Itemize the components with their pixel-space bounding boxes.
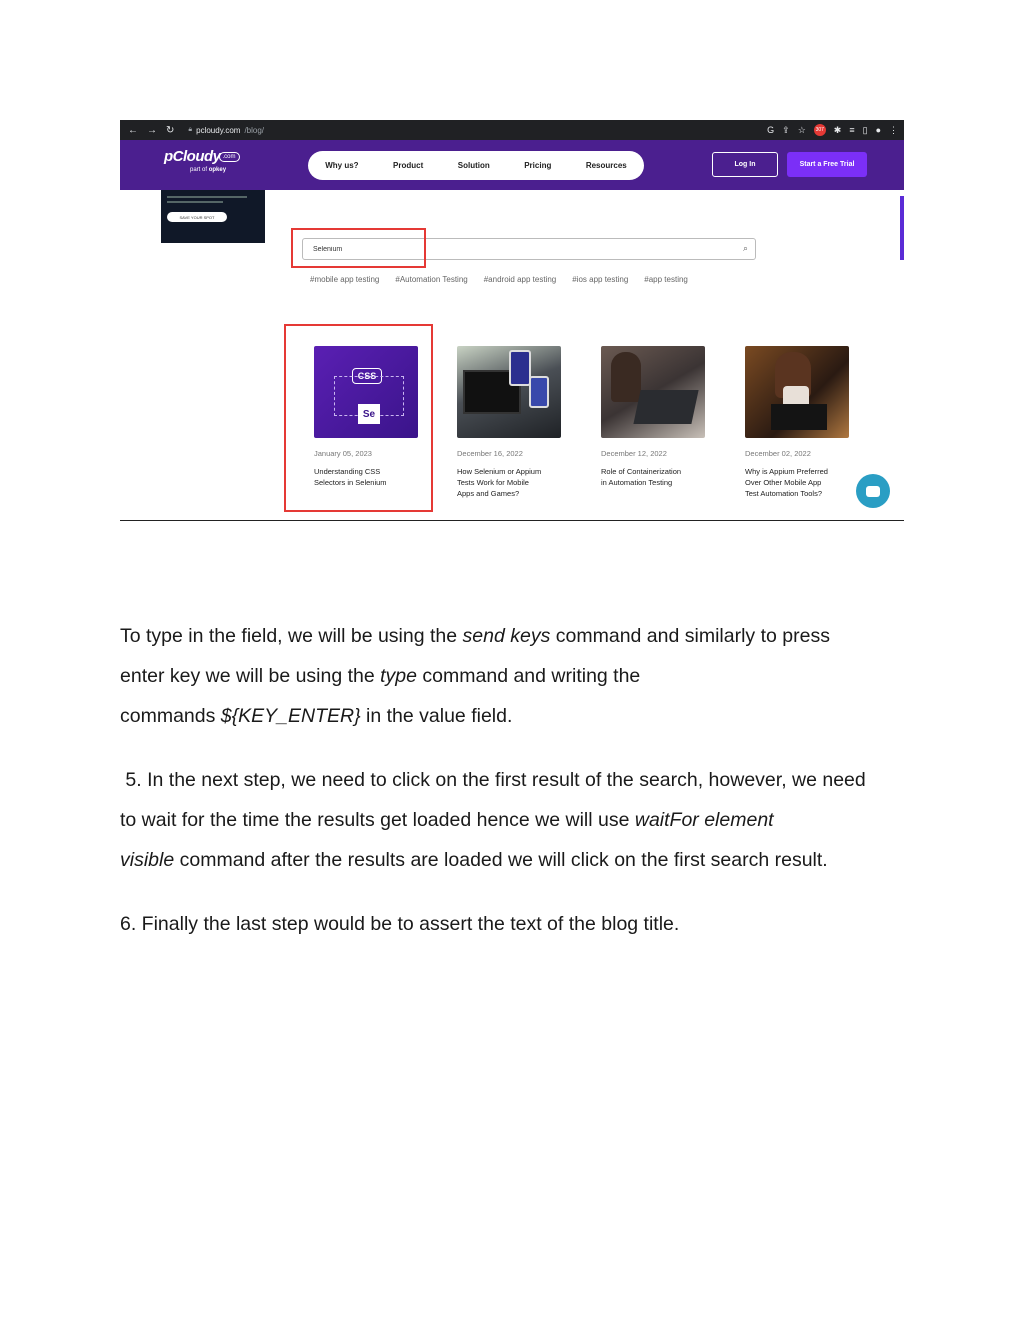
selenium-icon: Se bbox=[358, 404, 380, 424]
card-title-line: Selectors in Selenium bbox=[314, 478, 387, 487]
text-run: command after the results are loaded we will click on the first search result. bbox=[174, 849, 828, 871]
lock-icon: 🔒︎ bbox=[188, 126, 193, 133]
reload-icon[interactable]: ↻ bbox=[166, 124, 175, 136]
card-title[interactable] bbox=[457, 466, 561, 499]
person-image bbox=[611, 352, 641, 402]
text-emphasis: type bbox=[380, 665, 417, 687]
card-date: January 05, 2023 bbox=[314, 449, 372, 458]
card-title-line: Apps and Games? bbox=[457, 489, 520, 498]
phone-image bbox=[529, 376, 549, 408]
highlight-first-result bbox=[284, 324, 433, 512]
phone-image bbox=[509, 350, 531, 386]
nav-solution[interactable]: Solution bbox=[457, 161, 490, 170]
text-line bbox=[120, 656, 830, 696]
card-thumbnail bbox=[745, 346, 849, 438]
text-emphasis: waitFor element bbox=[634, 809, 774, 831]
text-run: To type in the field, we will be using the bbox=[120, 625, 463, 647]
paragraph-type-field bbox=[120, 616, 830, 736]
scrollbar-accent[interactable] bbox=[900, 196, 904, 260]
text-line bbox=[120, 696, 830, 736]
logo-sub-prefix: part of bbox=[190, 167, 208, 173]
forward-arrow-icon[interactable]: → bbox=[147, 124, 157, 136]
card-title-line: How Selenium or Appium bbox=[457, 467, 542, 476]
playlist-icon[interactable]: ≡ bbox=[849, 125, 855, 135]
extension-badge[interactable]: 307 bbox=[814, 124, 826, 136]
card-thumbnail bbox=[457, 346, 561, 438]
card-date: December 16, 2022 bbox=[457, 449, 523, 458]
logo-subtitle bbox=[190, 167, 240, 173]
profile-avatar-icon[interactable]: ● bbox=[875, 125, 881, 135]
screenshot bbox=[120, 120, 904, 521]
chat-widget-button[interactable] bbox=[856, 474, 890, 508]
star-icon[interactable]: ☆ bbox=[797, 124, 806, 135]
paragraph-step-5 bbox=[120, 760, 866, 880]
card-title-line: Why is Appium Preferred bbox=[745, 467, 828, 476]
text-run: commands bbox=[120, 705, 221, 727]
card-title-line: in Automation Testing bbox=[601, 478, 673, 487]
card-title-line: Tests Work for Mobile bbox=[457, 478, 529, 487]
save-your-spot-button[interactable]: SAVE YOUR SPOT bbox=[167, 212, 227, 222]
free-trial-button[interactable]: Start a Free Trial bbox=[787, 152, 867, 177]
tag-link[interactable]: #ios app testing bbox=[572, 275, 629, 284]
text-emphasis: send keys bbox=[462, 625, 551, 647]
text-run: to wait for the time the results get loaded hence we will use bbox=[120, 809, 635, 831]
paragraph-step-6: 6. Finally the last step would be to assert the text of the blog title. bbox=[120, 913, 680, 935]
tag-list bbox=[310, 275, 688, 284]
card-title[interactable] bbox=[601, 466, 705, 488]
text-emphasis: ${KEY_ENTER} bbox=[220, 705, 361, 727]
highlight-search-box bbox=[291, 228, 426, 268]
text-line bbox=[120, 800, 866, 840]
banner-text-lines bbox=[167, 196, 247, 206]
logo-brand: pCloudy bbox=[164, 148, 221, 165]
laptop-image bbox=[633, 390, 698, 424]
blog-card[interactable] bbox=[601, 346, 705, 488]
promo-banner[interactable] bbox=[161, 190, 265, 243]
nav-product[interactable]: Product bbox=[393, 161, 424, 170]
google-icon[interactable]: G bbox=[767, 125, 775, 135]
text-run: command and writing the bbox=[417, 665, 641, 687]
laptop-image bbox=[771, 404, 827, 430]
text-run: enter key we will be using the bbox=[120, 665, 381, 687]
nav-pricing[interactable]: Pricing bbox=[524, 161, 552, 170]
card-thumbnail bbox=[601, 346, 705, 438]
search-icon[interactable]: ⌕ bbox=[742, 243, 748, 253]
tag-link[interactable]: #android app testing bbox=[483, 275, 557, 284]
blog-card[interactable] bbox=[457, 346, 561, 499]
card-title-line: Role of Containerization bbox=[601, 467, 682, 476]
pcloudy-logo[interactable] bbox=[164, 148, 240, 173]
card-date: December 12, 2022 bbox=[601, 449, 667, 458]
css-icon: CSS bbox=[352, 368, 382, 384]
nav-why-us[interactable]: Why us? bbox=[325, 161, 359, 170]
text-line: 5. In the next step, we need to click on the first result of the search, however, we need bbox=[120, 769, 866, 791]
menu-kebab-icon[interactable]: ⋮ bbox=[889, 124, 898, 135]
card-title[interactable] bbox=[745, 466, 849, 499]
login-button[interactable]: Log In bbox=[712, 152, 778, 177]
text-run: in the value field. bbox=[360, 705, 513, 727]
text-line bbox=[120, 616, 830, 656]
card-title-line: Over Other Mobile App bbox=[745, 478, 822, 487]
logo-cloud-icon: .com bbox=[219, 152, 240, 162]
chat-bubble-icon bbox=[866, 486, 880, 497]
tag-link[interactable]: #Automation Testing bbox=[395, 275, 468, 284]
puzzle-icon[interactable]: ✱ bbox=[833, 124, 842, 135]
back-arrow-icon[interactable]: ← bbox=[128, 124, 138, 136]
tag-link[interactable]: #app testing bbox=[644, 275, 688, 284]
address-bar[interactable] bbox=[188, 126, 264, 135]
blog-card[interactable] bbox=[745, 346, 849, 499]
logo-sub-brand: opkey bbox=[208, 167, 227, 173]
card-title-line: Test Automation Tools? bbox=[745, 489, 822, 498]
text-run: command and similarly to press bbox=[550, 625, 830, 647]
browser-toolbar bbox=[120, 120, 904, 140]
url-host: pcloudy.com bbox=[196, 125, 241, 135]
side-panel-icon[interactable]: ▯ bbox=[862, 124, 868, 135]
card-title-line: Understanding CSS bbox=[314, 467, 381, 476]
tag-link[interactable]: #mobile app testing bbox=[310, 275, 380, 284]
text-emphasis: visible bbox=[120, 849, 175, 871]
main-nav bbox=[308, 151, 644, 180]
nav-resources[interactable]: Resources bbox=[585, 161, 627, 170]
url-path: /blog/ bbox=[244, 125, 265, 135]
site-header bbox=[120, 140, 904, 190]
card-date: December 02, 2022 bbox=[745, 449, 811, 458]
text-line bbox=[120, 840, 866, 880]
share-icon[interactable]: ⇪ bbox=[782, 124, 790, 135]
